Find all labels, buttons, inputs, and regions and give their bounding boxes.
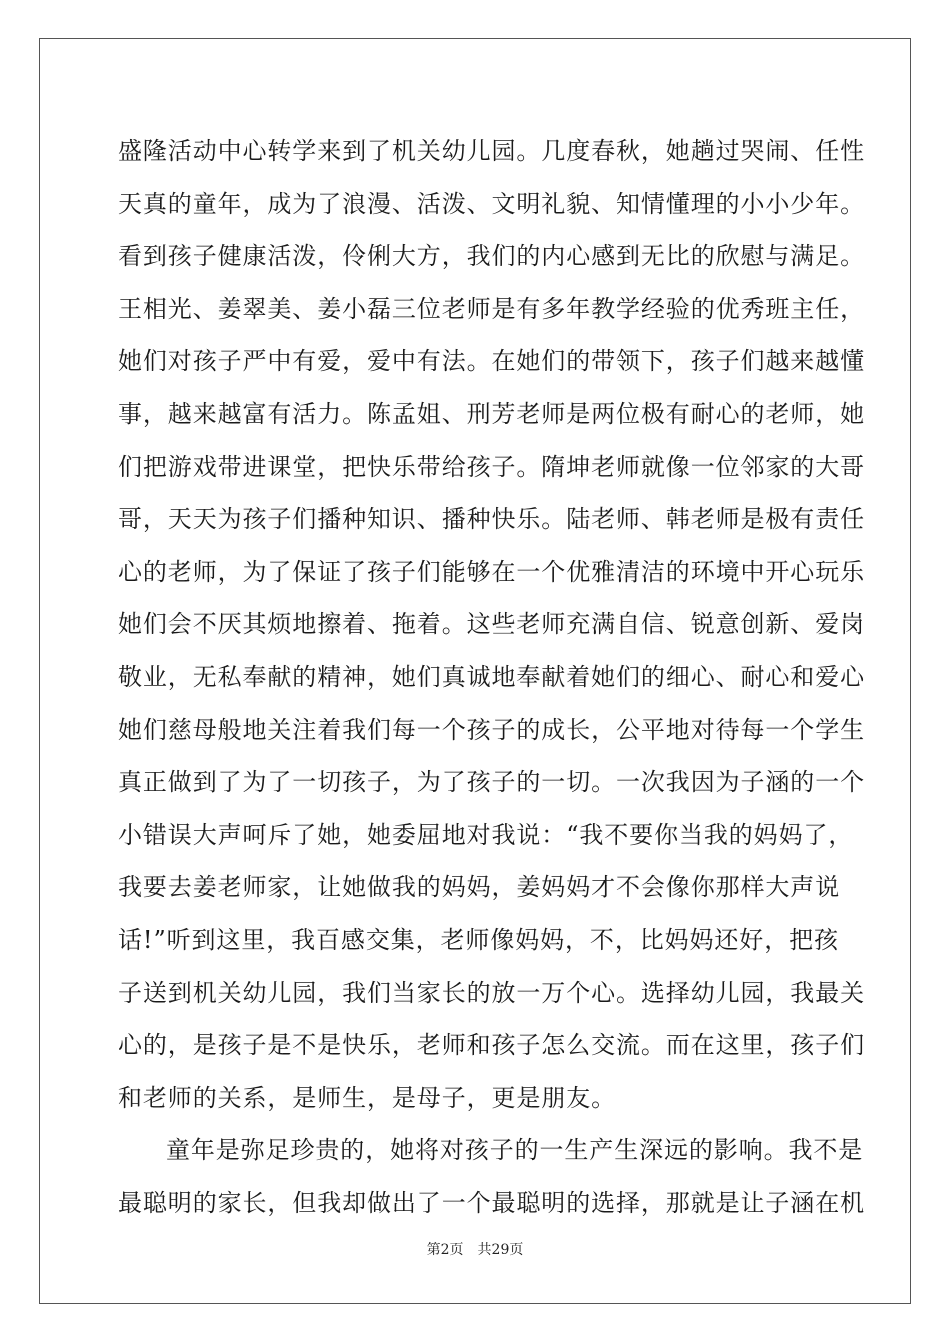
- text-line: 她们慈母般地关注着我们每一个孩子的成长，公平地对待每一个学生: [118, 715, 865, 744]
- text-line: 她们对孩子严中有爱，爱中有法。在她们的带领下，孩子们越来越懂: [118, 347, 865, 376]
- text-line: 们把游戏带进课堂，把快乐带给孩子。隋坤老师就像一位邻家的大哥: [118, 452, 865, 481]
- text-line: 心的，是孩子是不是快乐，老师和孩子怎么交流。而在这里，孩子们: [118, 1031, 865, 1060]
- page-footer: [0, 1239, 950, 1259]
- text-line: 敬业，无私奉献的精神，她们真诚地奉献着她们的细心、耐心和爱心: [118, 662, 865, 691]
- text-line: 我要去姜老师家，让她做我的妈妈，姜妈妈才不会像你那样大声说: [118, 873, 841, 902]
- text-line: 天真的童年，成为了浪漫、活泼、文明礼貌、知情懂理的小小少年。: [118, 189, 865, 218]
- text-line: 看到孩子健康活泼，伶俐大方，我们的内心感到无比的欣慰与满足。: [118, 242, 865, 271]
- text-line: 最聪明的家长，但我却做出了一个最聪明的选择，那就是让子涵在机: [118, 1188, 865, 1217]
- paragraph-start-line: 童年是弥足珍贵的，她将对孩子的一生产生深远的影响。我不是: [166, 1136, 864, 1165]
- text-line: 王相光、姜翠美、姜小磊三位老师是有多年教学经验的优秀班主任，: [118, 294, 865, 323]
- page-number: 第2页: [426, 1242, 464, 1258]
- text-line: 哥，天天为孩子们播种知识、播种快乐。陆老师、韩老师是极有责任: [118, 505, 865, 534]
- text-line: 和老师的关系，是师生，是母子，更是朋友。: [118, 1083, 616, 1112]
- text-line: 盛隆活动中心转学来到了机关幼儿园。几度春秋，她趟过哭闹、任性: [118, 137, 865, 165]
- total-pages: 共29页: [477, 1242, 524, 1258]
- text-line: 她们会不厌其烦地擦着、拖着。这些老师充满自信、锐意创新、爱岗: [118, 610, 865, 639]
- document-body: [118, 128, 865, 1232]
- text-line: 小错误大声呵斥了她，她委屈地对我说：“我不要你当我的妈妈了，: [118, 820, 854, 849]
- text-line: 子送到机关幼儿园，我们当家长的放一万个心。选择幼儿园，我最关: [118, 978, 865, 1007]
- text-line: 事，越来越富有活力。陈孟姐、刑芳老师是两位极有耐心的老师，她: [118, 399, 865, 428]
- text-line: 心的老师，为了保证了孩子们能够在一个优雅清洁的环境中开心玩乐: [118, 557, 865, 586]
- text-line: 话!”听到这里，我百感交集，老师像妈妈，不，比妈妈还好，把孩: [118, 925, 839, 954]
- text-line: 真正做到了为了一切孩子，为了孩子的一切。一次我因为子涵的一个: [118, 768, 865, 797]
